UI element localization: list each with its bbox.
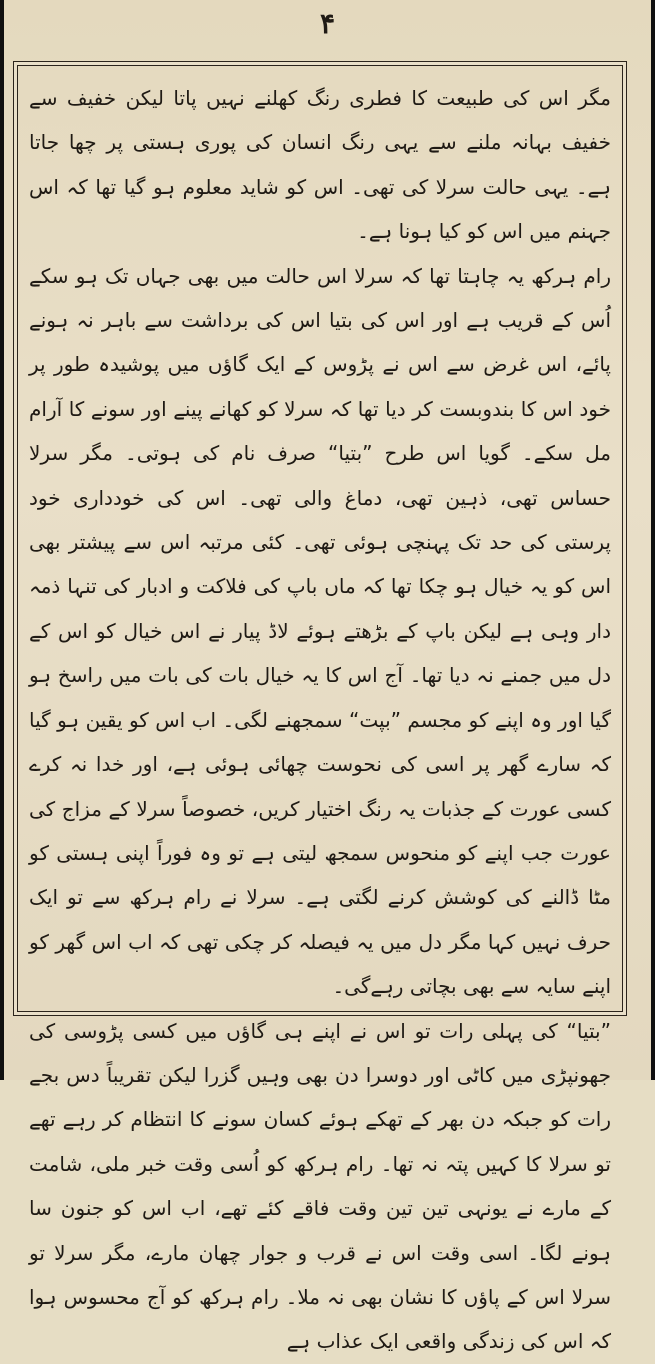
paragraph-3: ”بتیا“ کی پہلی رات تو اس نے اپنے ہی گاؤں میں کسی پڑوسی کی جھونپڑی میں کاٹی اور دوسرا دن بھی وہیں گزرا لیکن تقریباً دس بجے رات کو جبکہ دن بھر کے تھکے ہوئے کسان سونے کا انتظام کر رہے تھے تو سرلا کا کہیں پتہ نہ تھا۔ رام ہرکھ کو اُسی وقت خبر ملی، شامت کے مارے نے یونہی تین تین وقت فاقے کئے تھے، اب اس کو جنون سا ہونے لگا۔ اسی وقت اس نے قرب و جوار چھان مارے، مگر سرلا تو سرلا اس کے پاؤں کا نشان بھی نہ ملا۔ رام ہرکھ کو آج محسوس ہوا کہ اس کی زندگی واقعی ایک عذاب ہے <box>29 1018 611 1354</box>
left-scan-edge <box>0 0 4 1080</box>
page-number: ۴ <box>319 7 336 40</box>
paragraph-2: رام ہرکھ یہ چاہتا تھا کہ سرلا اس حالت میں بھی جہاں تک ہو سکے اُس کے قریب ہے اور اس کی بتیا اس کی برداشت سے باہر نہ ہونے پائے، اس غرض سے اس نے پڑوس کے ایک گاؤں میں پوشیدہ طور پر خود اس کا بندوبست کر دیا تھا کہ سرلا کو کھانے پینے اور سونے کا آرام مل سکے۔ گویا اس طرح ”بتیا“ صرف نام کی ہوتی۔ مگر سرلا حساس تھی، ذہین تھی، دماغ والی تھی۔ اس کی خودداری خود پرستی کی حد تک پہنچی ہوئی تھی۔ کئی مرتبہ اس سے پیشتر بھی اس کو یہ خیال ہو چکا تھا کہ ماں باپ کی فلاکت و ادبار کی تنہا ذمہ دار وہی ہے لیکن باپ کے بڑھتے ہوئے لاڈ پیار نے اس خیال کو اس کے دل میں جمنے نہ دیا تھا۔ آج اس کا یہ خیال بات کی بات میں راسخ ہو گیا اور وہ اپنے کو مجسم ”بپت“ سمجھنے لگی۔ اب اس کو یقین ہو گیا کہ سارے گھر پر اسی کی نحوست چھائی ہوئی ہے، اور خدا نہ کرے کسی عورت کے جذبات یہ رنگ اختیار کریں، خصوصاً سرلا کے مزاج کی عورت جب اپنے کو منحوس سمجھ لیتی ہے تو وہ فوراً اپنی ہستی کو مٹا ڈالنے کی کوشش کرنے لگتی ہے۔ سرلا نے رام ہرکھ سے تو ایک حرف نہیں کہا مگر دل میں یہ فیصلہ کر چکی تھی کہ اب اس گھر کو اپنے سایہ سے بھی بچاتی رہےگی۔ <box>29 263 611 999</box>
paragraph-1: مگر اس کی طبیعت کا فطری رنگ کھلنے نہیں پاتا لیکن خفیف سے خفیف بہانہ ملنے سے یہی رنگ انسان کی پوری ہستی پر چھا جاتا ہے۔ یہی حالت سرلا کی تھی۔ اس کو شاید معلوم ہو گیا تھا کہ اس جہنم میں اس کو کیا ہونا ہے۔ <box>29 86 611 244</box>
right-scan-edge <box>651 0 655 1080</box>
body-text-area <box>21 68 619 1354</box>
